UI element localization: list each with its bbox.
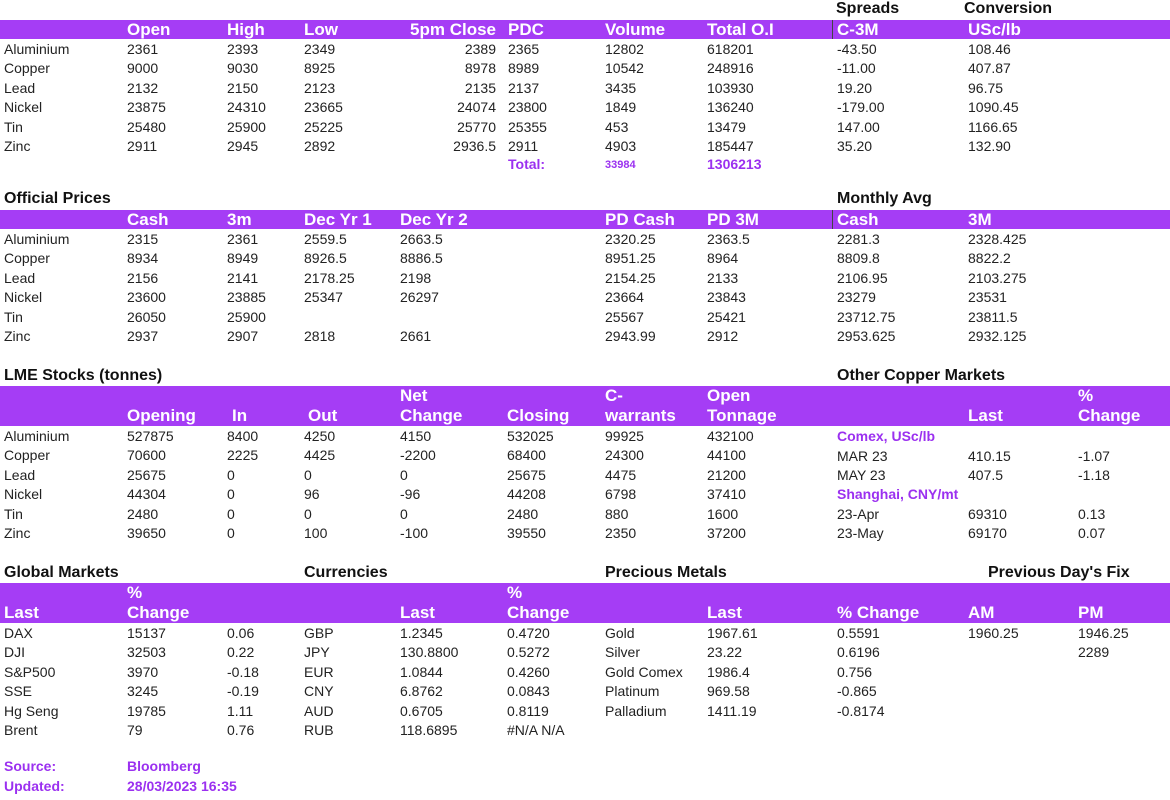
market-cell-low: 2892 (304, 138, 336, 154)
official-cell-avg-cash: 2953.625 (837, 328, 896, 344)
precious-last: 23.22 (707, 644, 743, 661)
comex-cell-last: 410.15 (968, 447, 1011, 464)
market-cell-spread-c3m: 19.20 (837, 79, 873, 96)
market-cell-volume: 12802 (605, 41, 644, 57)
official-cell-avg-3m: 23531 (968, 289, 1007, 306)
official-cell-cash: 2156 (127, 269, 159, 286)
precious-pct-change: 0.756 (837, 663, 873, 680)
market-cell-pdc: 23800 (508, 99, 547, 116)
conversion-label: Conversion (964, 0, 1053, 17)
official-cell-avg-3m: 23811.5 (968, 308, 1018, 325)
stocks-cell-out: 100 (304, 525, 328, 541)
market-cell-low: 2349 (304, 41, 336, 57)
currency-pct-change: 0.4260 (507, 663, 550, 680)
stocks-cell-out: 0 (304, 466, 312, 483)
fix-header-pm: PM (1078, 603, 1104, 622)
official-cell-cash: 2315 (127, 231, 159, 247)
metal-name: Tin (4, 505, 23, 522)
divider (832, 20, 833, 39)
market-cell-high: 25900 (227, 118, 266, 135)
market-cell-pdc: 2911 (508, 138, 539, 154)
index-last: 79 (127, 722, 143, 738)
currency-last: 1.0844 (400, 663, 443, 680)
global-header-change: Change (127, 603, 190, 622)
index-last: 3970 (127, 663, 159, 680)
market-cell-spread-c3m: -179.00 (837, 99, 885, 116)
comex-cell-contract: MAR 23 (837, 447, 888, 464)
stocks-cell-c-warrants: 99925 (605, 428, 644, 444)
stocks-cell-opening: 39650 (127, 525, 166, 541)
stocks-cell-net-change: 4150 (400, 428, 432, 444)
stocks-cell-opening: 25675 (127, 466, 166, 483)
stocks-cell-net-change: 0 (400, 505, 408, 522)
index-name: DAX (4, 625, 33, 641)
official-header-avg-3m: 3M (968, 210, 992, 229)
precious-name: Platinum (605, 683, 660, 700)
stocks-cell-closing: 68400 (507, 447, 546, 464)
official-cell-pd-cash: 8951.25 (605, 250, 656, 267)
fix-pm: 1946.25 (1078, 625, 1129, 641)
copper-header-last: Last (968, 406, 1003, 425)
stocks-header-out: Out (308, 406, 338, 425)
currency-pct-change: 0.8119 (507, 702, 549, 719)
metal-name: Copper (4, 250, 50, 267)
market-cell-open: 23875 (127, 99, 166, 116)
market-cell-open: 2361 (127, 41, 159, 57)
currency-header-change: Change (507, 603, 570, 622)
index-pct-change: 0.06 (227, 625, 255, 641)
market-cell-conversion-usc: 108.46 (968, 41, 1011, 57)
shanghai-label: Shanghai, CNY/mt (837, 486, 959, 502)
fix-pm: 2289 (1078, 644, 1110, 661)
markets-header-spread-c3m: C-3M (837, 20, 879, 39)
market-cell-volume: 10542 (605, 60, 644, 77)
precious-last: 969.58 (707, 683, 750, 700)
stocks-cell-open-tonnage: 44100 (707, 447, 746, 464)
stocks-cell-net-change: -100 (400, 525, 429, 541)
metal-name: Tin (4, 118, 23, 135)
market-cell-total-oi: 248916 (707, 60, 754, 77)
official-cell-3m: 2361 (227, 231, 259, 247)
currency-last: 118.6895 (400, 722, 458, 738)
lme-stocks-title: LME Stocks (tonnes) (4, 367, 163, 384)
market-cell-total-oi: 13479 (707, 118, 746, 135)
official-cell-avg-cash: 23712.75 (837, 308, 896, 325)
stocks-cell-in: 2225 (227, 447, 259, 464)
index-name: SSE (4, 683, 33, 700)
shanghai-cell-pct-change: 0.07 (1078, 524, 1106, 541)
official-cell-pd-3m: 2912 (707, 328, 739, 344)
stocks-cell-closing: 2480 (507, 505, 539, 522)
global-header-pct-top: % (127, 583, 143, 602)
precious-last: 1411.19 (707, 702, 757, 719)
market-cell-total-oi: 103930 (707, 79, 754, 96)
stocks-header-ot-top: Open (707, 386, 751, 405)
total-open-interest: 1306213 (707, 156, 762, 172)
market-cell-spread-c3m: -43.50 (837, 41, 877, 57)
stocks-cell-net-change: -2200 (400, 447, 436, 464)
currency-code: RUB (304, 722, 334, 738)
stocks-cell-c-warrants: 2350 (605, 525, 637, 541)
metal-name: Copper (4, 447, 50, 464)
market-cell-high: 9030 (227, 60, 259, 77)
market-cell-spread-c3m: 35.20 (837, 138, 873, 154)
index-name: DJI (4, 644, 25, 661)
market-cell-volume: 4903 (605, 138, 637, 154)
precious-pct-change: 0.6196 (837, 644, 880, 661)
official-cell-avg-3m: 8822.2 (968, 250, 1011, 267)
index-last: 15137 (127, 625, 166, 641)
shanghai-cell-last: 69170 (968, 524, 1007, 541)
currency-code: JPY (304, 644, 330, 661)
official-header-avg-cash: Cash (837, 210, 879, 229)
official-cell-avg-3m: 2932.125 (968, 328, 1027, 344)
source-label: Source: (4, 758, 57, 774)
official-cell-dec-yr-1: 2178.25 (304, 269, 355, 286)
official-cell-3m: 25900 (227, 308, 266, 325)
market-cell-conversion-usc: 1090.45 (968, 99, 1019, 116)
precious-name: Gold (605, 625, 635, 641)
markets-header-5pm-close: 5pm Close (410, 20, 496, 39)
stocks-header-opening: Opening (127, 406, 196, 425)
spreads-label: Spreads (836, 0, 900, 17)
official-cell-cash: 23600 (127, 289, 166, 306)
index-pct-change: 0.22 (227, 644, 255, 661)
stocks-cell-net-change: 0 (400, 466, 408, 483)
shanghai-cell-pct-change: 0.13 (1078, 505, 1106, 522)
market-cell-spread-c3m: -11.00 (837, 60, 876, 77)
metal-name: Lead (4, 466, 36, 483)
currency-last: 0.6705 (400, 702, 443, 719)
metal-name: Nickel (4, 99, 43, 116)
market-cell-5pm-close: 24074 (457, 99, 496, 116)
global-header-last: Last (4, 603, 39, 622)
markets-header-open: Open (127, 20, 171, 39)
official-cell-cash: 8934 (127, 250, 159, 267)
official-cell-dec-yr-2: 2663.5 (400, 231, 443, 247)
market-cell-conversion-usc: 96.75 (968, 79, 1004, 96)
market-cell-pdc: 2137 (508, 79, 540, 96)
updated-label: Updated: (4, 778, 65, 794)
metal-name: Lead (4, 79, 36, 96)
metal-name: Zinc (4, 525, 31, 541)
monthly-avg-title: Monthly Avg (837, 190, 932, 207)
official-cell-dec-yr-1: 2559.5 (304, 231, 347, 247)
currency-code: AUD (304, 702, 334, 719)
official-cell-pd-3m: 8964 (707, 250, 739, 267)
currency-code: CNY (304, 683, 334, 700)
official-header-dec-yr-2: Dec Yr 2 (400, 210, 468, 229)
index-name: Hg Seng (4, 702, 59, 719)
stocks-cell-in: 0 (227, 466, 235, 483)
index-last: 3245 (127, 683, 159, 700)
divider (832, 210, 833, 229)
official-cell-pd-cash: 2943.99 (605, 328, 656, 344)
stocks-cell-open-tonnage: 1600 (707, 505, 739, 522)
total-label: Total: (508, 156, 546, 172)
official-cell-dec-yr-2: 8886.5 (400, 250, 443, 267)
market-cell-5pm-close: 8978 (464, 60, 496, 77)
market-cell-low: 8925 (304, 60, 336, 77)
stocks-cell-in: 0 (227, 505, 235, 522)
precious-header-change: % Change (837, 603, 920, 622)
stocks-cell-out: 0 (304, 505, 312, 522)
market-cell-5pm-close: 25770 (457, 118, 496, 135)
shanghai-cell-contract: 23-Apr (837, 505, 880, 522)
fix-header-am: AM (968, 603, 995, 622)
market-cell-high: 2945 (227, 138, 259, 154)
official-cell-3m: 8949 (227, 250, 259, 267)
currency-last: 6.8762 (400, 683, 443, 700)
stocks-cell-open-tonnage: 21200 (707, 466, 746, 483)
index-pct-change: 1.11 (227, 702, 254, 719)
comex-cell-last: 407.5 (968, 466, 1004, 483)
currency-header-last: Last (400, 603, 435, 622)
currency-header-pct-top: % (507, 583, 523, 602)
stocks-cell-out: 4425 (304, 447, 336, 464)
market-cell-conversion-usc: 407.87 (968, 60, 1011, 77)
official-cell-pd-cash: 25567 (605, 308, 644, 325)
index-last: 32503 (127, 644, 166, 661)
markets-header-high: High (227, 20, 265, 39)
official-cell-cash: 2937 (127, 328, 159, 344)
index-pct-change: -0.18 (227, 663, 259, 680)
stocks-header-net-top: Net (400, 386, 428, 405)
stocks-cell-opening: 2480 (127, 505, 159, 522)
global-markets-title: Global Markets (4, 564, 119, 581)
metal-name: Nickel (4, 289, 43, 306)
official-cell-avg-3m: 2328.425 (968, 231, 1027, 247)
stocks-cell-opening: 70600 (127, 447, 166, 464)
market-cell-pdc: 8989 (508, 60, 540, 77)
official-cell-pd-cash: 2154.25 (605, 269, 656, 286)
source-value: Bloomberg (127, 758, 201, 774)
stocks-cell-in: 8400 (227, 428, 259, 444)
official-cell-3m: 2907 (227, 328, 259, 344)
stocks-cell-out: 96 (304, 486, 320, 503)
currency-code: EUR (304, 663, 334, 680)
market-cell-high: 24310 (227, 99, 266, 116)
official-header-pd-3m: PD 3M (707, 210, 759, 229)
metal-name: Zinc (4, 328, 31, 344)
market-cell-volume: 3435 (605, 79, 637, 96)
official-header-pd-cash: PD Cash (605, 210, 675, 229)
market-cell-total-oi: 136240 (707, 99, 754, 116)
metal-name: Lead (4, 269, 36, 286)
stocks-cell-c-warrants: 6798 (605, 486, 637, 503)
stocks-cell-open-tonnage: 37200 (707, 525, 746, 541)
stocks-cell-closing: 39550 (507, 525, 546, 541)
market-cell-total-oi: 618201 (707, 41, 754, 57)
index-last: 19785 (127, 702, 166, 719)
metal-name: Zinc (4, 138, 31, 154)
currency-last: 130.8800 (400, 644, 459, 661)
currency-last: 1.2345 (400, 625, 443, 641)
stocks-cell-closing: 25675 (507, 466, 546, 483)
stocks-cell-closing: 44208 (507, 486, 546, 503)
shanghai-cell-contract: 23-May (837, 524, 884, 541)
official-cell-pd-3m: 2133 (707, 269, 739, 286)
market-cell-high: 2150 (227, 79, 259, 96)
comex-cell-contract: MAY 23 (837, 466, 886, 483)
official-cell-dec-yr-1: 2818 (304, 328, 336, 344)
other-copper-title: Other Copper Markets (837, 367, 1006, 384)
stocks-header-in: In (232, 406, 248, 425)
precious-pct-change: 0.5591 (837, 625, 880, 641)
official-cell-avg-cash: 2281.3 (837, 231, 880, 247)
metal-name: Aluminium (4, 231, 70, 247)
official-header-3m: 3m (227, 210, 252, 229)
market-cell-open: 2132 (127, 79, 159, 96)
market-cell-5pm-close: 2135 (464, 79, 496, 96)
currency-pct-change: #N/A N/A (507, 722, 565, 738)
comex-cell-pct-change: -1.18 (1078, 466, 1110, 483)
market-cell-low: 25225 (304, 118, 343, 135)
official-cell-pd-cash: 23664 (605, 289, 644, 306)
market-cell-open: 9000 (127, 60, 159, 77)
official-cell-dec-yr-1: 8926.5 (304, 250, 347, 267)
precious-metals-title: Precious Metals (605, 564, 727, 581)
copper-header-pct-top: % (1078, 386, 1094, 405)
official-cell-avg-cash: 2106.95 (837, 269, 888, 286)
stocks-header-ot-bottom: Tonnage (707, 406, 777, 425)
official-cell-dec-yr-2: 2661 (400, 328, 432, 344)
official-cell-avg-3m: 2103.275 (968, 269, 1027, 286)
markets-header-total-oi: Total O.I (707, 20, 774, 39)
market-cell-conversion-usc: 132.90 (968, 138, 1011, 154)
market-cell-spread-c3m: 147.00 (837, 118, 880, 135)
market-cell-open: 25480 (127, 118, 166, 135)
official-cell-pd-cash: 2320.25 (605, 231, 656, 247)
shanghai-cell-last: 69310 (968, 505, 1007, 522)
stocks-cell-opening: 527875 (127, 428, 174, 444)
official-cell-pd-3m: 23843 (707, 289, 746, 306)
official-cell-cash: 26050 (127, 308, 166, 325)
official-cell-dec-yr-2: 2198 (400, 269, 432, 286)
market-cell-5pm-close: 2389 (464, 41, 496, 57)
market-cell-low: 23665 (304, 99, 343, 116)
markets-header-pdc: PDC (508, 20, 544, 39)
metal-name: Aluminium (4, 41, 70, 57)
stocks-cell-in: 0 (227, 525, 235, 541)
official-cell-dec-yr-1: 25347 (304, 289, 343, 306)
index-pct-change: -0.19 (227, 683, 259, 700)
market-cell-low: 2123 (304, 79, 336, 96)
official-header-cash: Cash (127, 210, 169, 229)
metal-name: Aluminium (4, 428, 70, 444)
official-cell-dec-yr-2: 26297 (400, 289, 439, 306)
market-cell-pdc: 25355 (508, 118, 547, 135)
official-cell-3m: 2141 (227, 269, 259, 286)
official-header-band (0, 210, 1170, 229)
stocks-header-closing: Closing (507, 406, 570, 425)
market-cell-5pm-close: 2936.5 (453, 138, 496, 154)
precious-name: Silver (605, 644, 641, 661)
stocks-cell-closing: 532025 (507, 428, 554, 444)
precious-header-last: Last (707, 603, 742, 622)
precious-name: Palladium (605, 702, 667, 719)
stocks-cell-open-tonnage: 37410 (707, 486, 746, 503)
comex-cell-pct-change: -1.07 (1078, 447, 1110, 464)
markets-header-low: Low (304, 20, 338, 39)
currency-code: GBP (304, 625, 334, 641)
currency-pct-change: 0.4720 (507, 625, 550, 641)
index-name: S&P500 (4, 663, 56, 680)
markets-header-volume: Volume (605, 20, 666, 39)
market-cell-total-oi: 185447 (707, 138, 754, 154)
fix-am: 1960.25 (968, 625, 1019, 641)
official-cell-avg-cash: 23279 (837, 289, 876, 306)
index-name: Brent (4, 722, 38, 738)
official-prices-title: Official Prices (4, 190, 111, 207)
updated-value: 28/03/2023 16:35 (127, 778, 237, 794)
market-cell-open: 2911 (127, 138, 158, 154)
stocks-cell-c-warrants: 4475 (605, 466, 637, 483)
precious-last: 1986.4 (707, 663, 750, 680)
precious-name: Gold Comex (605, 663, 683, 680)
stocks-header-net-bottom: Change (400, 406, 463, 425)
index-pct-change: 0.76 (227, 722, 255, 738)
stocks-cell-opening: 44304 (127, 486, 166, 503)
official-cell-pd-3m: 25421 (707, 308, 746, 325)
precious-pct-change: -0.8174 (837, 702, 885, 719)
market-cell-high: 2393 (227, 41, 259, 57)
currency-pct-change: 0.0843 (507, 683, 550, 700)
stocks-header-cw-top: C- (605, 386, 623, 405)
precious-last: 1967.61 (707, 625, 758, 641)
metal-name: Nickel (4, 486, 43, 503)
official-cell-pd-3m: 2363.5 (707, 231, 750, 247)
metal-name: Copper (4, 60, 50, 77)
stocks-cell-net-change: -96 (400, 486, 421, 503)
market-cell-volume: 1849 (605, 99, 637, 116)
precious-pct-change: -0.865 (837, 683, 877, 700)
market-cell-conversion-usc: 1166.65 (968, 118, 1018, 135)
stocks-cell-c-warrants: 880 (605, 505, 629, 522)
comex-label: Comex, USc/lb (837, 428, 936, 444)
metal-name: Tin (4, 308, 23, 325)
stocks-cell-c-warrants: 24300 (605, 447, 644, 464)
market-cell-pdc: 2365 (508, 41, 540, 57)
total-volume: 33984 (605, 159, 636, 171)
official-cell-3m: 23885 (227, 289, 266, 306)
markets-header-conversion-usc: USc/lb (968, 20, 1021, 39)
market-cell-volume: 453 (605, 118, 629, 135)
stocks-header-cw-bottom: warrants (605, 406, 676, 425)
copper-header-pct-bottom: Change (1078, 406, 1141, 425)
currencies-title: Currencies (304, 564, 388, 581)
official-header-dec-yr-1: Dec Yr 1 (304, 210, 372, 229)
stocks-cell-in: 0 (227, 486, 235, 503)
currency-pct-change: 0.5272 (507, 644, 550, 661)
stocks-cell-out: 4250 (304, 428, 336, 444)
previous-fix-title: Previous Day's Fix (988, 564, 1130, 581)
official-cell-avg-cash: 8809.8 (837, 250, 880, 267)
stocks-cell-open-tonnage: 432100 (707, 428, 754, 444)
